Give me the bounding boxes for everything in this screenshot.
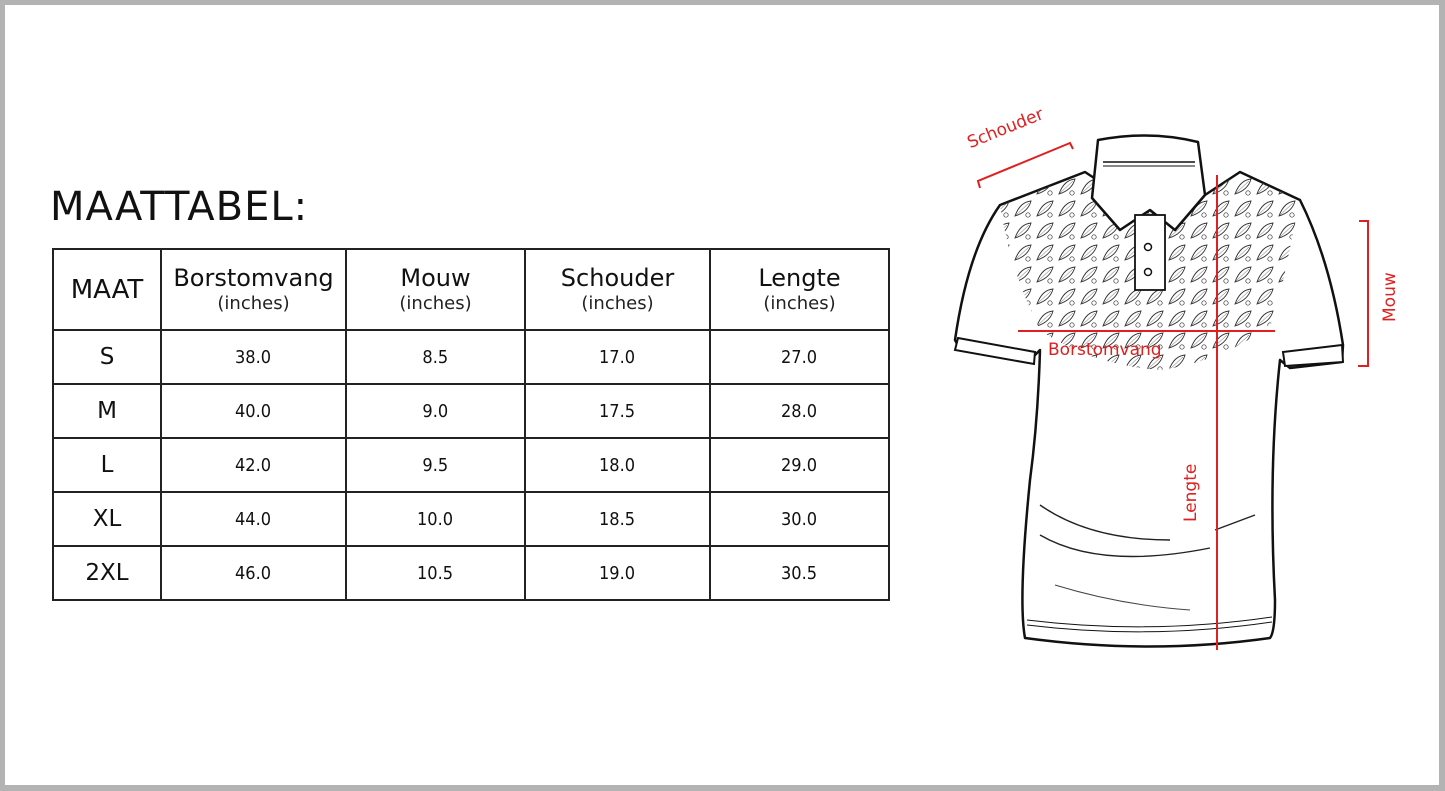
lengte-cell: 29.0 (710, 438, 889, 492)
borstomvang-cell: 40.0 (161, 384, 346, 438)
size-cell: XL (53, 492, 161, 546)
header-label: Schouder (560, 263, 675, 292)
header-borstomvang (161, 249, 346, 330)
lengte-cell: 27.0 (710, 330, 889, 384)
header-unit: (inches) (763, 292, 836, 314)
polo-shirt-illustration (940, 100, 1410, 660)
mouw-cell: 8.5 (346, 330, 525, 384)
table-header-row (53, 249, 889, 330)
mouw-cell: 9.5 (346, 438, 525, 492)
borstomvang-cell: 44.0 (161, 492, 346, 546)
schouder-cell: 18.0 (525, 438, 710, 492)
header-unit: (inches) (581, 292, 654, 314)
measure-label-borstomvang: Borstomvang (1048, 340, 1162, 360)
table-row (53, 492, 889, 546)
size-cell: M (53, 384, 161, 438)
schouder-cell: 17.0 (525, 330, 710, 384)
schouder-cell: 18.5 (525, 492, 710, 546)
header-label: Mouw (400, 263, 471, 292)
borstomvang-cell: 42.0 (161, 438, 346, 492)
table-row (53, 384, 889, 438)
measure-label-lengte: Lengte (1181, 463, 1201, 522)
size-cell: 2XL (53, 546, 161, 600)
size-table (52, 248, 890, 601)
header-unit: (inches) (217, 292, 290, 314)
schouder-cell: 19.0 (525, 546, 710, 600)
mouw-cell: 9.0 (346, 384, 525, 438)
size-cell: S (53, 330, 161, 384)
mouw-cell: 10.0 (346, 492, 525, 546)
borstomvang-cell: 46.0 (161, 546, 346, 600)
measure-label-schouder: Schouder (964, 104, 1047, 153)
lengte-cell: 28.0 (710, 384, 889, 438)
header-maat: MAAT (53, 249, 161, 330)
table-row (53, 546, 889, 600)
lengte-cell: 30.5 (710, 546, 889, 600)
header-lengte (710, 249, 889, 330)
table-row (53, 330, 889, 384)
mouw-cell: 10.5 (346, 546, 525, 600)
size-cell: L (53, 438, 161, 492)
header-label: Borstomvang (173, 263, 334, 292)
polo-shirt-icon (940, 100, 1410, 660)
header-label: Lengte (758, 263, 841, 292)
header-unit: (inches) (399, 292, 472, 314)
lengte-cell: 30.0 (710, 492, 889, 546)
page-title: MAATTABEL: (50, 184, 309, 230)
header-mouw (346, 249, 525, 330)
borstomvang-cell: 38.0 (161, 330, 346, 384)
table-row (53, 438, 889, 492)
header-schouder (525, 249, 710, 330)
measure-label-mouw: Mouw (1380, 272, 1400, 322)
schouder-cell: 17.5 (525, 384, 710, 438)
